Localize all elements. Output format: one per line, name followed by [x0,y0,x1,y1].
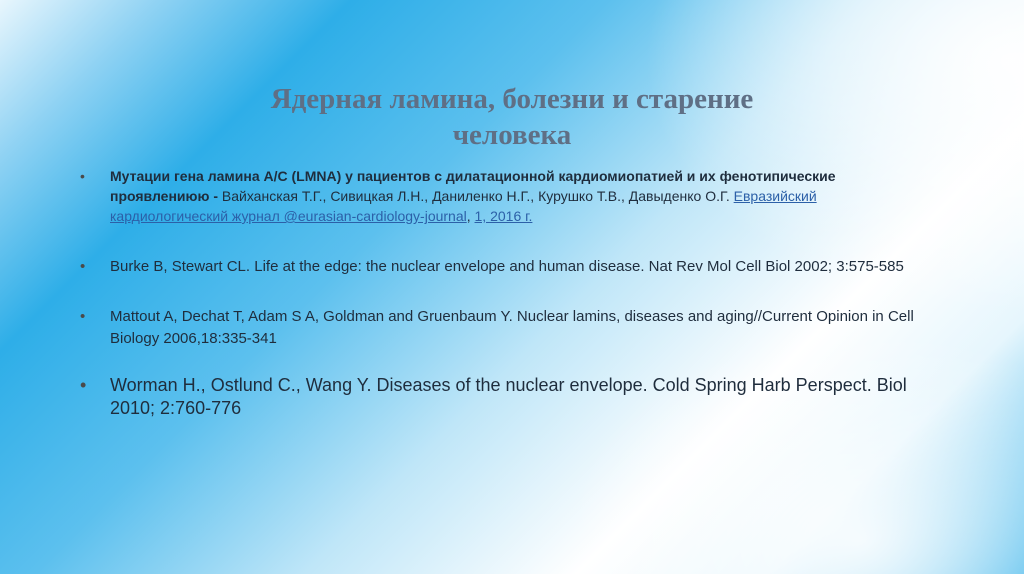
reference-text: Burke B, Stewart CL. Life at the edge: the nuclear envelope and human disease. Nat Rev Mol Cell Biol 2002; 3:575-585 [110,258,904,275]
issue-link[interactable]: 1, 2016 г. [474,208,533,224]
link-separator: , [466,208,475,224]
reference-text: Worman H., Ostlund C., Wang Y. Diseases of the nuclear envelope. Cold Spring Harb Perspect. Biol 2010; 2:760-776 [110,375,907,418]
bullet-icon: • [80,168,85,184]
reference-authors: Вайханская Т.Г., Сивицкая Л.Н., Даниленко Н.Г., Курушко Т.В., Давыденко О.Г. [221,188,734,204]
list-item [80,256,930,278]
reference-list [80,166,930,420]
bullet-icon: • [80,375,87,395]
reference-text: Mattout A, Dechat T, Adam S A, Goldman and Gruenbaum Y. Nuclear lamins, diseases and aging//Current Opinion in Cell Biology 2006,18:335-341 [110,308,914,347]
slide-title-line1: Ядерная ламина, болезни и старение [270,83,754,116]
list-item [80,166,930,226]
list-item [80,306,930,350]
bullet-icon: • [80,308,86,325]
journal-link[interactable]: Евразийский кардиологический журнал @eurasian-cardiology-journal [110,188,817,224]
reference-title: Мутации гена ламина A/C (LMNA) у пациентов с дилатационной кардиомиопатией и их фенотипические проявлениюю - [110,168,836,204]
bullet-icon: • [80,258,86,275]
slide-title [0,81,1024,153]
slide-title-line2: человека [452,119,572,152]
list-item [80,374,930,420]
